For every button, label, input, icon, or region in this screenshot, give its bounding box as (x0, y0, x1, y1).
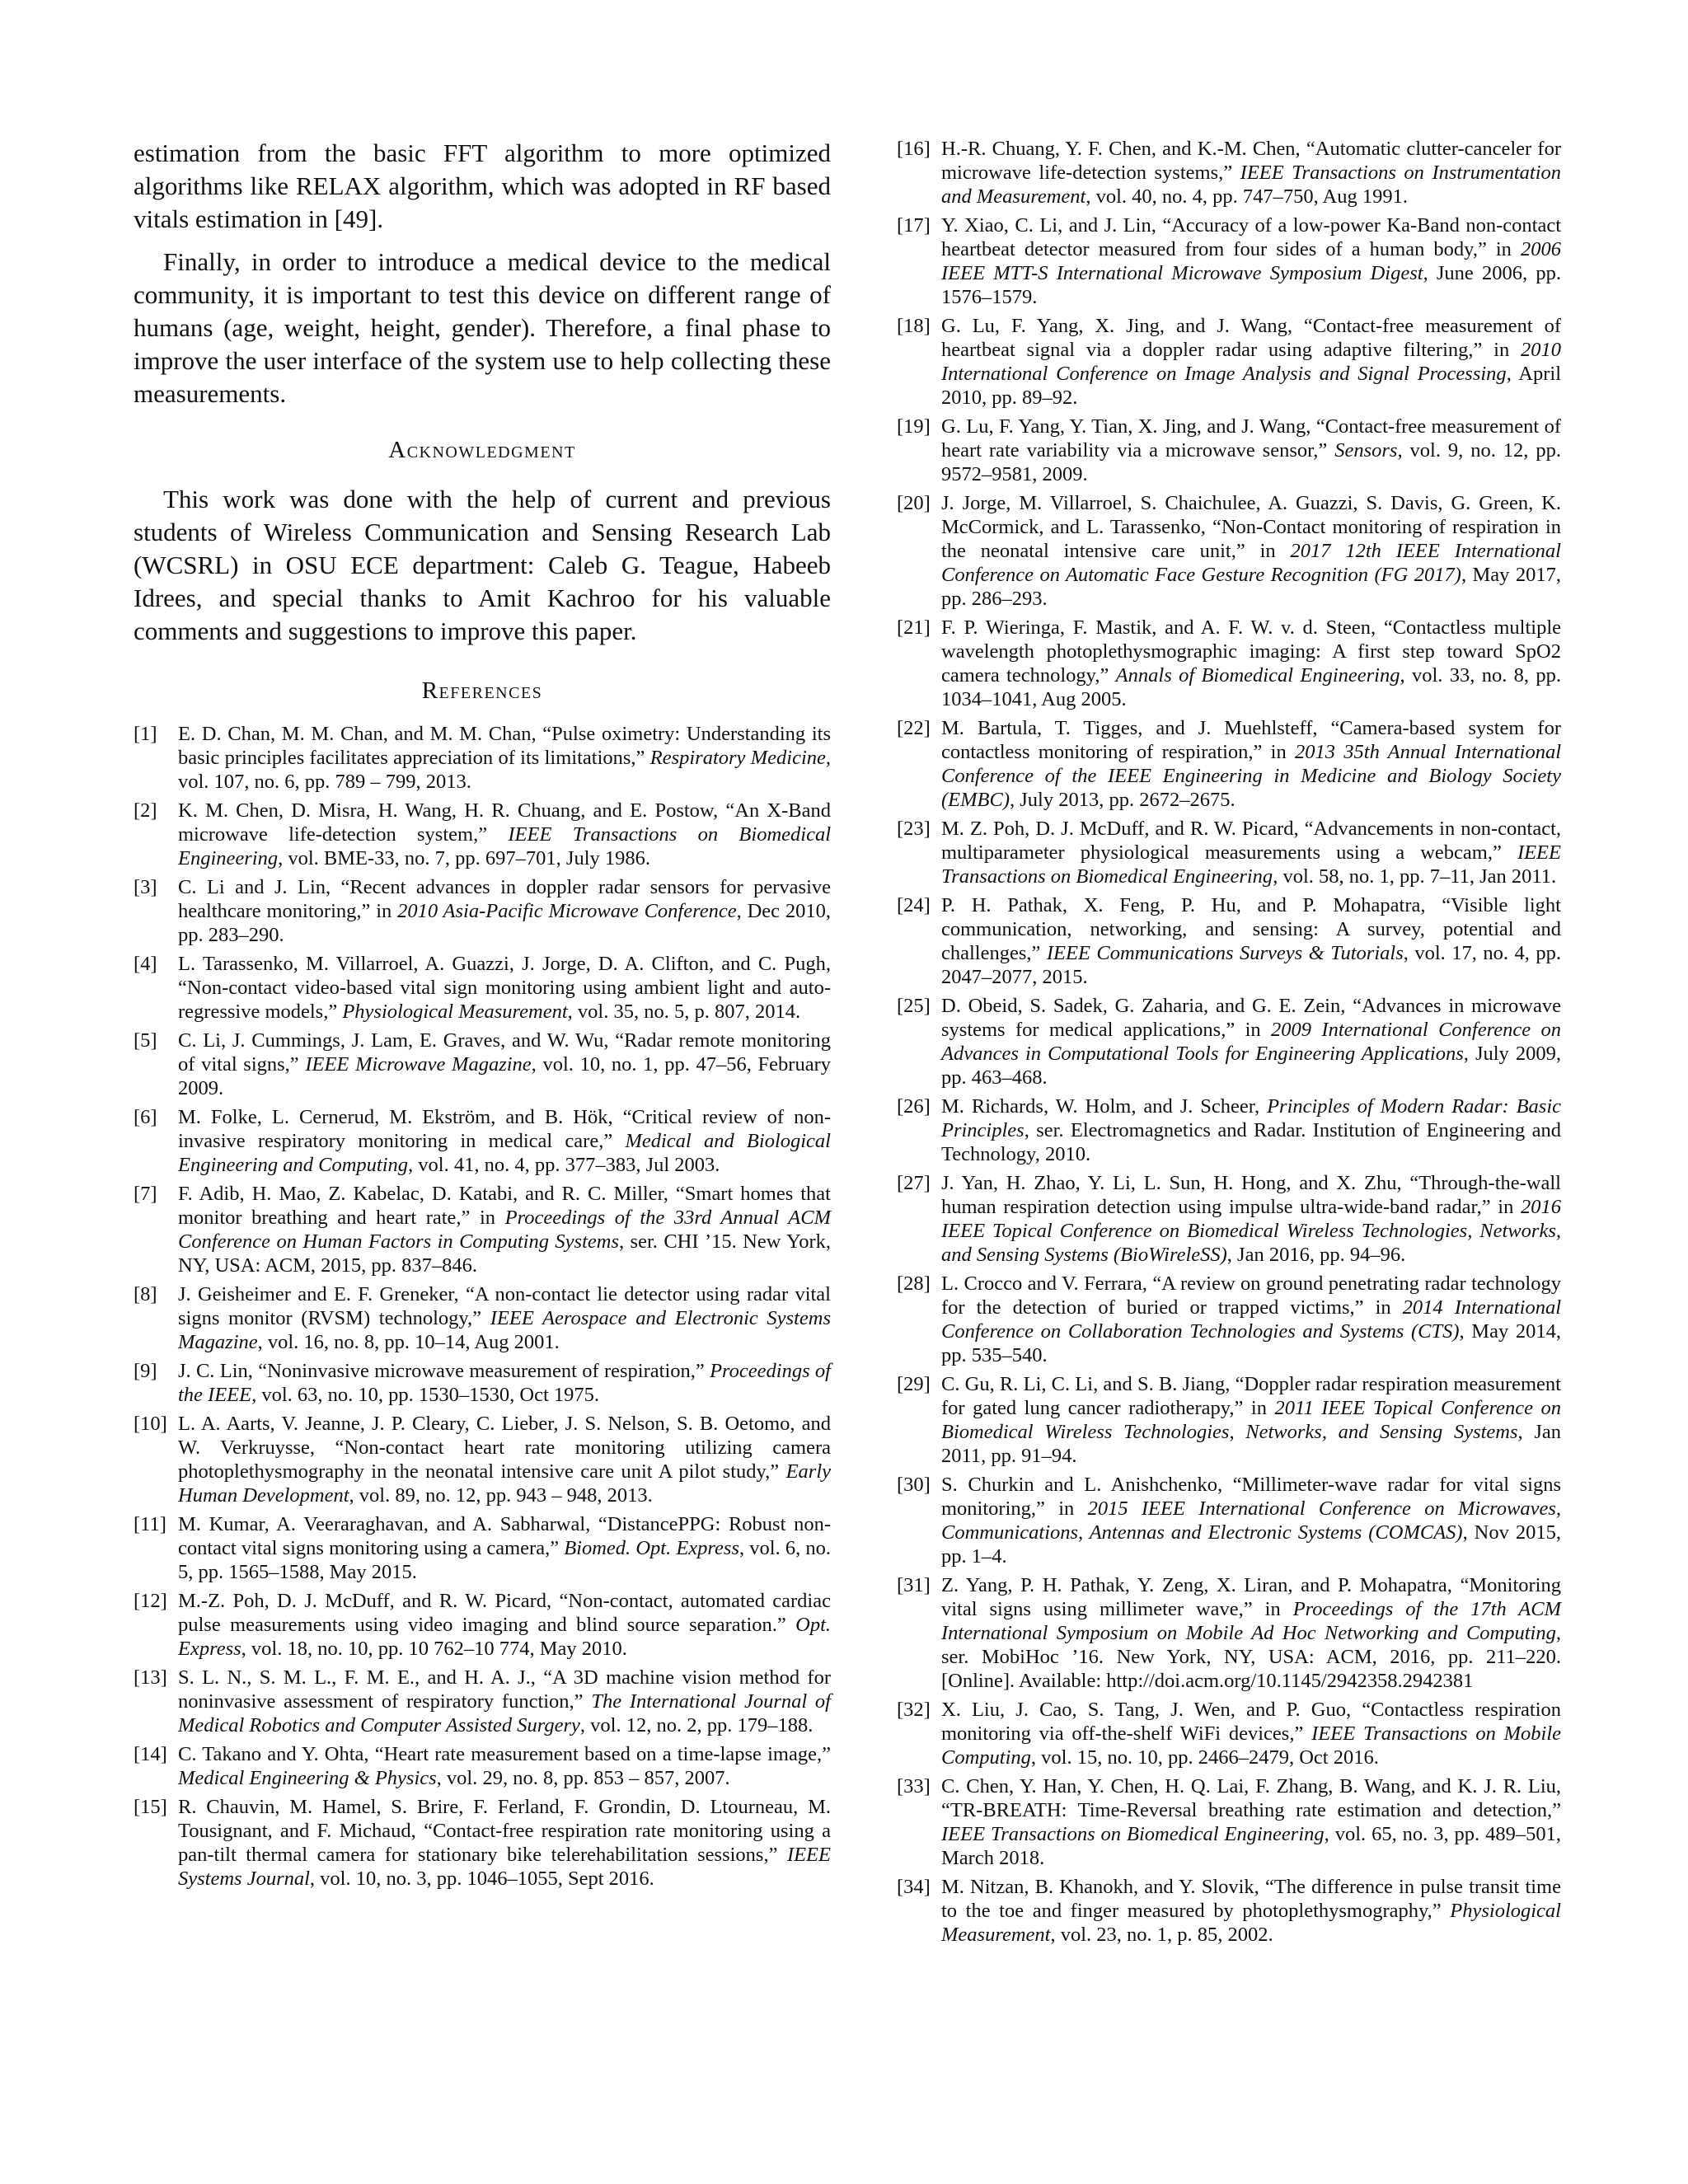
reference-item (134, 1282, 831, 1354)
reference-authors-title: R. Chauvin, M. Hamel, S. Brire, F. Ferland, F. Grondin, D. Ltourneau, M. Tousignant, and F. Michaud, “Contact-free respiration rate monitoring using a pan-tilt thermal camera for stationary bike telerehabilitation sessions,” (178, 1796, 831, 1866)
reference-venue: IEEE Transactions on Biomedical Engineering (941, 1823, 1325, 1845)
references-heading: References (421, 677, 543, 704)
reference-number: [10] (134, 1413, 167, 1435)
reference-item (897, 314, 1561, 410)
reference-text (941, 1875, 1561, 1947)
reference-number: [6] (134, 1106, 157, 1128)
reference-text (178, 1666, 831, 1737)
reference-item (897, 1875, 1561, 1947)
reference-venue: IEEE Microwave Magazine (305, 1053, 532, 1076)
reference-venue: 2011 IEEE Topical Conference on Biomedical Wireless Technologies, Networks, and Sensing Systems (941, 1397, 1561, 1443)
reference-item (134, 1795, 831, 1891)
reference-number: [33] (897, 1775, 931, 1797)
reference-details: , vol. 35, no. 5, p. 807, 2014. (567, 1001, 801, 1023)
reference-authors-title: S. L. N., S. M. L., F. M. E., and H. A. J., “A 3D machine vision method for noninvasive assessment of respiratory function,” (178, 1666, 831, 1713)
reference-item (134, 875, 831, 947)
reference-authors-title: M. Richards, W. Holm, and J. Scheer, (941, 1095, 1268, 1118)
reference-venue: 2009 International Conference on Advances in Computational Tools for Engineering Applications (941, 1019, 1561, 1065)
reference-item (134, 1512, 831, 1584)
reference-venue: Physiological Measurement (941, 1900, 1561, 1946)
reference-details: , June 2006, pp. 1576–1579. (941, 262, 1561, 308)
left-column (134, 137, 831, 1896)
reference-details: , vol. 65, no. 3, pp. 489–501, March 2018. (941, 1823, 1561, 1869)
reference-venue: 2017 12th IEEE International Conference on Automatic Face Gesture Recognition (FG 2017) (941, 540, 1561, 586)
reference-details: , Nov 2015, pp. 1–4. (941, 1521, 1561, 1568)
reference-text (178, 1795, 831, 1891)
reference-text (941, 616, 1561, 711)
reference-details: , vol. 33, no. 8, pp. 1034–1041, Aug 2005. (941, 664, 1562, 710)
reference-number: [12] (134, 1590, 167, 1612)
reference-authors-title: Z. Yang, P. H. Pathak, Y. Zeng, X. Liran, and P. Mohapatra, “Monitoring vital signs using millimeter wave,” in (941, 1574, 1561, 1620)
reference-text (178, 1105, 831, 1177)
reference-number: [30] (897, 1474, 931, 1496)
reference-venue: Proceedings of the 17th ACM International Symposium on Mobile Ad Hoc Networking and Computing (941, 1598, 1561, 1644)
reference-text (941, 213, 1561, 309)
reference-text (941, 314, 1561, 410)
reference-authors-title: E. D. Chan, M. M. Chan, and M. M. Chan, “Pulse oximetry: Understanding its basic principles facilitates appreciation of its limitations,” (178, 723, 831, 769)
reference-authors-title: C. Chen, Y. Han, Y. Chen, H. Q. Lai, F. Zhang, B. Wang, and K. J. R. Liu, “TR-BREATH: Time-Reversal breathing rate estimation and detection,” (941, 1775, 1561, 1821)
reference-number: [9] (134, 1360, 157, 1382)
reference-authors-title: F. Adib, H. Mao, Z. Kabelac, D. Katabi, and R. C. Miller, “Smart homes that monitor breathing and heart rate,” in (178, 1183, 831, 1229)
reference-authors-title: G. Lu, F. Yang, X. Jing, and J. Wang, “Contact-free measurement of heartbeat signal via a doppler radar using adaptive filtering,” in (941, 315, 1561, 361)
reference-number: [34] (897, 1876, 931, 1898)
reference-item (897, 213, 1561, 309)
reference-item (897, 137, 1561, 209)
reference-text (941, 1372, 1561, 1468)
reference-item (897, 1272, 1561, 1367)
body-paragraph: estimation from the basic FFT algorithm to more optimized algorithms like RELAX algorithm, which was adopted in RF based vitals estimation in [49]. (134, 138, 831, 233)
reference-authors-title: Y. Xiao, C. Li, and J. Lin, “Accuracy of a low-power Ka-Band non-contact heartbeat detector measured from four sides of a human body,” in (941, 214, 1561, 260)
references-list-left (134, 722, 831, 1891)
reference-authors-title: M.-Z. Poh, D. J. McDuff, and R. W. Picard, “Non-contact, automated cardiac pulse measurements using video imaging and blind source separation.” (178, 1590, 831, 1636)
reference-details: , Dec 2010, pp. 283–290. (178, 900, 831, 946)
reference-text (178, 1029, 831, 1100)
reference-item (897, 415, 1561, 486)
reference-text (941, 893, 1561, 989)
reference-authors-title: C. Takano and Y. Ohta, “Heart rate measurement based on a time-lapse image,” (178, 1743, 831, 1765)
reference-text (941, 1094, 1561, 1166)
reference-venue: 2014 International Conference on Collaboration Technologies and Systems (CTS) (941, 1296, 1562, 1343)
reference-details: , vol. 41, no. 4, pp. 377–383, Jul 2003. (408, 1154, 720, 1176)
reference-authors-title: J. Yan, H. Zhao, Y. Li, L. Sun, H. Hong, and X. Zhu, “Through-the-wall human respiration detection using impulse ultra-wide-band radar,” in (941, 1172, 1561, 1218)
reference-text (178, 1282, 831, 1354)
reference-text (941, 716, 1561, 812)
reference-text (178, 1359, 831, 1407)
reference-venue: IEEE Transactions on Instrumentation and Measurement (941, 162, 1561, 208)
reference-number: [22] (897, 717, 931, 739)
reference-number: [8] (134, 1283, 157, 1305)
reference-item (897, 1573, 1561, 1693)
reference-item (134, 1589, 831, 1661)
reference-item (897, 994, 1561, 1090)
reference-details: , Jan 2011, pp. 91–94. (941, 1421, 1561, 1467)
reference-number: [17] (897, 214, 931, 237)
reference-number: [1] (134, 723, 157, 745)
reference-text (941, 1171, 1561, 1267)
reference-number: [26] (897, 1095, 931, 1118)
reference-details: , ser. Electromagnetics and Radar. Institution of Engineering and Technology, 2010. (941, 1119, 1561, 1165)
reference-item (134, 799, 831, 870)
reference-item (897, 1774, 1561, 1870)
reference-venue: 2006 IEEE MTT-S International Microwave Symposium Digest (941, 238, 1561, 284)
reference-number: [29] (897, 1373, 931, 1395)
reference-authors-title: L. Crocco and V. Ferrara, “A review on ground penetrating radar technology for the detection of buried or trapped victims,” in (941, 1272, 1561, 1319)
reference-text (178, 875, 831, 947)
reference-venue: IEEE Transactions on Biomedical Engineering (941, 841, 1561, 888)
reference-item (134, 1182, 831, 1277)
reference-details: , ser. CHI ’15. New York, NY, USA: ACM, 2015, pp. 837–846. (178, 1230, 831, 1277)
reference-venue: 2010 Asia-Pacific Microwave Conference (397, 900, 737, 922)
reference-item (897, 616, 1561, 711)
reference-details: , vol. 18, no. 10, pp. 10 762–10 774, May 2010. (241, 1638, 627, 1660)
reference-item (134, 1742, 831, 1790)
reference-details: , vol. 10, no. 3, pp. 1046–1055, Sept 2016. (309, 1868, 654, 1890)
reference-venue: 2010 International Conference on Image Analysis and Signal Processing (941, 339, 1561, 385)
references-list-right (897, 137, 1561, 1947)
reference-authors-title: D. Obeid, S. Sadek, G. Zaharia, and G. E. Zein, “Advances in microwave systems for medical applications,” in (941, 995, 1561, 1041)
reference-text (941, 1774, 1561, 1870)
reference-number: [19] (897, 415, 931, 438)
reference-details: , vol. 10, no. 1, pp. 47–56, February 2009. (178, 1053, 831, 1099)
reference-details: , ser. MobiHoc ’16. New York, NY, USA: ACM, 2016, pp. 211–220. [Online]. Available: http://doi.acm.org/10.1145/2942358.2942381 (941, 1622, 1561, 1692)
reference-item (897, 817, 1561, 888)
reference-details: , vol. 12, no. 2, pp. 179–188. (579, 1714, 814, 1736)
reference-number: [31] (897, 1574, 931, 1596)
reference-number: [3] (134, 876, 157, 898)
reference-details: , vol. 9, no. 12, pp. 9572–9581, 2009. (941, 439, 1561, 485)
reference-authors-title: C. Gu, R. Li, C. Li, and S. B. Jiang, “Doppler radar respiration measurement for gated lung cancer radiotherapy,” in (941, 1373, 1561, 1419)
reference-text (941, 1272, 1561, 1367)
reference-details: , July 2009, pp. 463–468. (941, 1043, 1561, 1089)
reference-authors-title: F. P. Wieringa, F. Mastik, and A. F. W. v. d. Steen, “Contactless multiple wavelength photoplethysmographic imaging: A first step toward SpO2 camera technology,” (941, 616, 1561, 687)
reference-authors-title: L. A. Aarts, V. Jeanne, J. P. Cleary, C. Lieber, J. S. Nelson, S. B. Oetomo, and W. Verkruysse, “Non-contact heart rate monitoring utilizing camera photoplethysmography in the neonatal intensive care unit A pilot study,” (178, 1413, 831, 1483)
reference-number: [7] (134, 1183, 157, 1205)
reference-text (178, 952, 831, 1024)
reference-details: , vol. 40, no. 4, pp. 747–750, Aug 1991. (1085, 185, 1408, 208)
reference-venue: Opt. Express (178, 1614, 831, 1660)
reference-details: , vol. 15, no. 10, pp. 2466–2479, Oct 2016. (1030, 1746, 1379, 1769)
reference-item (134, 1105, 831, 1177)
reference-details: , vol. 63, no. 10, pp. 1530–1530, Oct 1975. (251, 1384, 600, 1406)
reference-number: [23] (897, 818, 931, 840)
reference-venue: Annals of Biomedical Engineering (1115, 664, 1400, 687)
reference-text (178, 1182, 831, 1277)
reference-item (897, 1698, 1561, 1769)
reference-authors-title: C. Li, J. Cummings, J. Lam, E. Graves, and W. Wu, “Radar remote monitoring of vital signs,” (178, 1029, 831, 1076)
reference-text (941, 137, 1561, 209)
reference-details: , vol. 107, no. 6, pp. 789 – 799, 2013. (178, 747, 832, 793)
reference-details: , vol. 16, no. 8, pp. 10–14, Aug 2001. (257, 1331, 560, 1353)
reference-number: [24] (897, 894, 931, 916)
body-paragraph: Finally, in order to introduce a medical device to the medical community, it is important to test this device on different range of humans (age, weight, height, gender). Therefore, a final phase to improve the user interface of the system use to help collecting these measurements. (134, 247, 831, 408)
reference-item (897, 1473, 1561, 1568)
reference-venue: Medical and Biological Engineering and Computing (178, 1130, 831, 1176)
reference-item (134, 1359, 831, 1407)
reference-text (178, 722, 831, 794)
reference-number: [21] (897, 616, 931, 639)
reference-authors-title: S. Churkin and L. Anishchenko, “Millimeter-wave radar for vital signs monitoring,” in (941, 1474, 1561, 1520)
reference-number: [27] (897, 1172, 931, 1194)
reference-number: [13] (134, 1666, 167, 1689)
reference-text (941, 1698, 1561, 1769)
reference-text (941, 491, 1561, 611)
reference-details: , vol. 23, no. 1, p. 85, 2002. (1050, 1924, 1273, 1946)
reference-venue: IEEE Aerospace and Electronic Systems Magazine (178, 1307, 831, 1353)
reference-authors-title: M. Z. Poh, D. J. McDuff, and R. W. Picard, “Advancements in non-contact, multiparameter physiological measurements using a webcam,” (941, 818, 1561, 864)
reference-item (897, 893, 1561, 989)
reference-authors-title: J. Geisheimer and E. F. Greneker, “A non-contact lie detector using radar vital signs monitor (RVSM) technology,” (178, 1283, 831, 1329)
reference-venue: Physiological Measurement (342, 1001, 568, 1023)
reference-venue: Proceedings of the 33rd Annual ACM Conference on Human Factors in Computing Systems (178, 1207, 831, 1253)
reference-authors-title: P. H. Pathak, X. Feng, P. Hu, and P. Mohapatra, “Visible light communication, networking, and sensing: A survey, potential and challenges,” (941, 894, 1561, 964)
reference-authors-title: M. Folke, L. Cernerud, M. Ekström, and B. Hök, “Critical review of non-invasive respiratory monitoring in medical care,” (178, 1106, 831, 1152)
reference-venue: Sensors (1334, 439, 1398, 462)
reference-venue: Respiratory Medicine (649, 747, 826, 769)
reference-venue: IEEE Transactions on Mobile Computing (941, 1722, 1562, 1769)
reference-number: [28] (897, 1272, 931, 1295)
reference-venue: IEEE Communications Surveys & Tutorials (1046, 942, 1404, 964)
reference-details: , vol. 58, no. 1, pp. 7–11, Jan 2011. (1273, 865, 1557, 888)
reference-text (178, 1512, 831, 1584)
reference-authors-title: G. Lu, F. Yang, Y. Tian, X. Jing, and J. Wang, “Contact-free measurement of heart rate variability via a microwave sensor,” (941, 415, 1561, 462)
acknowledgment-heading: Acknowledgment (388, 437, 576, 463)
reference-authors-title: M. Kumar, A. Veeraraghavan, and A. Sabharwal, “DistancePPG: Robust non-contact vital signs monitoring using a camera,” (178, 1513, 831, 1559)
reference-details: , vol. 89, no. 12, pp. 943 – 948, 2013. (349, 1484, 653, 1507)
reference-text (178, 1412, 831, 1507)
reference-item (897, 1372, 1561, 1468)
reference-number: [11] (134, 1513, 166, 1535)
reference-item (134, 1666, 831, 1737)
reference-authors-title: M. Nitzan, B. Khanokh, and Y. Slovik, “The difference in pulse transit time to the toe and finger measured by photoplethysmography,” (941, 1876, 1561, 1922)
reference-authors-title: X. Liu, J. Cao, S. Tang, J. Wen, and P. Guo, “Contactless respiration monitoring via off-the-shelf WiFi devices,” (941, 1699, 1561, 1745)
reference-details: , vol. 6, no. 5, pp. 1565–1588, May 2015. (178, 1537, 831, 1583)
reference-number: [16] (897, 138, 931, 160)
reference-number: [25] (897, 995, 931, 1017)
reference-text (178, 1742, 831, 1790)
acknowledgment-text: This work was done with the help of current and previous students of Wireless Communication and Sensing Research Lab (WCSRL) in OSU ECE department: Caleb G. Teague, Habeeb Idrees, and special thanks to Amit Kachroo for his valuable comments and suggestions to improve this paper. (134, 485, 831, 645)
reference-venue: IEEE Transactions on Biomedical Engineering (178, 823, 831, 869)
reference-authors-title: C. Li and J. Lin, “Recent advances in doppler radar sensors for pervasive healthcare monitoring,” in (178, 876, 831, 922)
reference-venue: Biomed. Opt. Express (564, 1537, 740, 1559)
reference-item (134, 1029, 831, 1100)
reference-venue: 2015 IEEE International Conference on Microwaves, Communications, Antennas and Electronic Systems (COMCAS) (941, 1497, 1561, 1544)
reference-venue: Proceedings of the IEEE (178, 1360, 831, 1406)
reference-item (897, 1094, 1561, 1166)
reference-details: , vol. 29, no. 8, pp. 853 – 857, 2007. (436, 1767, 730, 1789)
reference-details: , May 2017, pp. 286–293. (941, 564, 1561, 610)
reference-text (941, 415, 1561, 486)
reference-authors-title: H.-R. Chuang, Y. F. Chen, and K.-M. Chen, “Automatic clutter-canceler for microwave life-detection systems,” (941, 138, 1561, 184)
reference-venue: The International Journal of Medical Robotics and Computer Assisted Surgery (178, 1690, 831, 1736)
reference-text (941, 1573, 1561, 1693)
right-column (897, 137, 1561, 1952)
reference-text (178, 799, 831, 870)
reference-text (941, 994, 1561, 1090)
reference-authors-title: L. Tarassenko, M. Villarroel, A. Guazzi, J. Jorge, D. A. Clifton, and C. Pugh, “Non-contact video-based vital sign monitoring using ambient light and auto-regressive models,” (178, 953, 831, 1023)
reference-item (897, 1171, 1561, 1267)
reference-authors-title: J. C. Lin, “Noninvasive microwave measurement of respiration,” (178, 1360, 710, 1382)
reference-venue: Medical Engineering & Physics (178, 1767, 437, 1789)
reference-number: [20] (897, 492, 931, 514)
reference-number: [32] (897, 1699, 931, 1721)
reference-item (134, 952, 831, 1024)
reference-number: [2] (134, 799, 157, 822)
reference-details: , Jan 2016, pp. 94–96. (1226, 1244, 1406, 1266)
reference-number: [5] (134, 1029, 157, 1052)
reference-item (897, 491, 1561, 611)
reference-venue: 2016 IEEE Topical Conference on Biomedical Wireless Technologies, Networks, and Sensing Systems (BioWireleSS) (941, 1196, 1561, 1266)
reference-item (897, 716, 1561, 812)
reference-details: , vol. BME-33, no. 7, pp. 697–701, July 1986. (278, 847, 651, 869)
reference-text (178, 1589, 831, 1661)
reference-authors-title: M. Bartula, T. Tigges, and J. Muehlsteff, “Camera-based system for contactless monitoring of respiration,” in (941, 717, 1561, 763)
reference-number: [18] (897, 315, 931, 337)
reference-details: , July 2013, pp. 2672–2675. (1010, 789, 1236, 811)
reference-details: , April 2010, pp. 89–92. (941, 363, 1561, 409)
reference-details: , May 2014, pp. 535–540. (941, 1320, 1561, 1366)
reference-authors-title: K. M. Chen, D. Misra, H. Wang, H. R. Chuang, and E. Postow, “An X-Band microwave life-detection system,” (178, 799, 831, 846)
reference-number: [14] (134, 1743, 167, 1765)
reference-authors-title: J. Jorge, M. Villarroel, S. Chaichulee, A. Guazzi, S. Davis, G. Green, K. McCormick, and L. Tarassenko, “Non-Contact monitoring of respiration in the neonatal intensive care unit,” in (941, 492, 1561, 562)
reference-text (941, 1473, 1561, 1568)
reference-venue: Principles of Modern Radar: Basic Principles (941, 1095, 1562, 1141)
reference-venue: 2013 35th Annual International Conference of the IEEE Engineering in Medicine and Biology Society (EMBC) (941, 741, 1562, 811)
reference-venue: IEEE Systems Journal (178, 1844, 831, 1890)
reference-number: [15] (134, 1796, 167, 1818)
reference-text (941, 817, 1561, 888)
reference-item (134, 722, 831, 794)
reference-item (134, 1412, 831, 1507)
reference-venue: Early Human Development (178, 1460, 831, 1507)
reference-number: [4] (134, 953, 157, 975)
reference-details: , vol. 17, no. 4, pp. 2047–2077, 2015. (941, 942, 1561, 988)
